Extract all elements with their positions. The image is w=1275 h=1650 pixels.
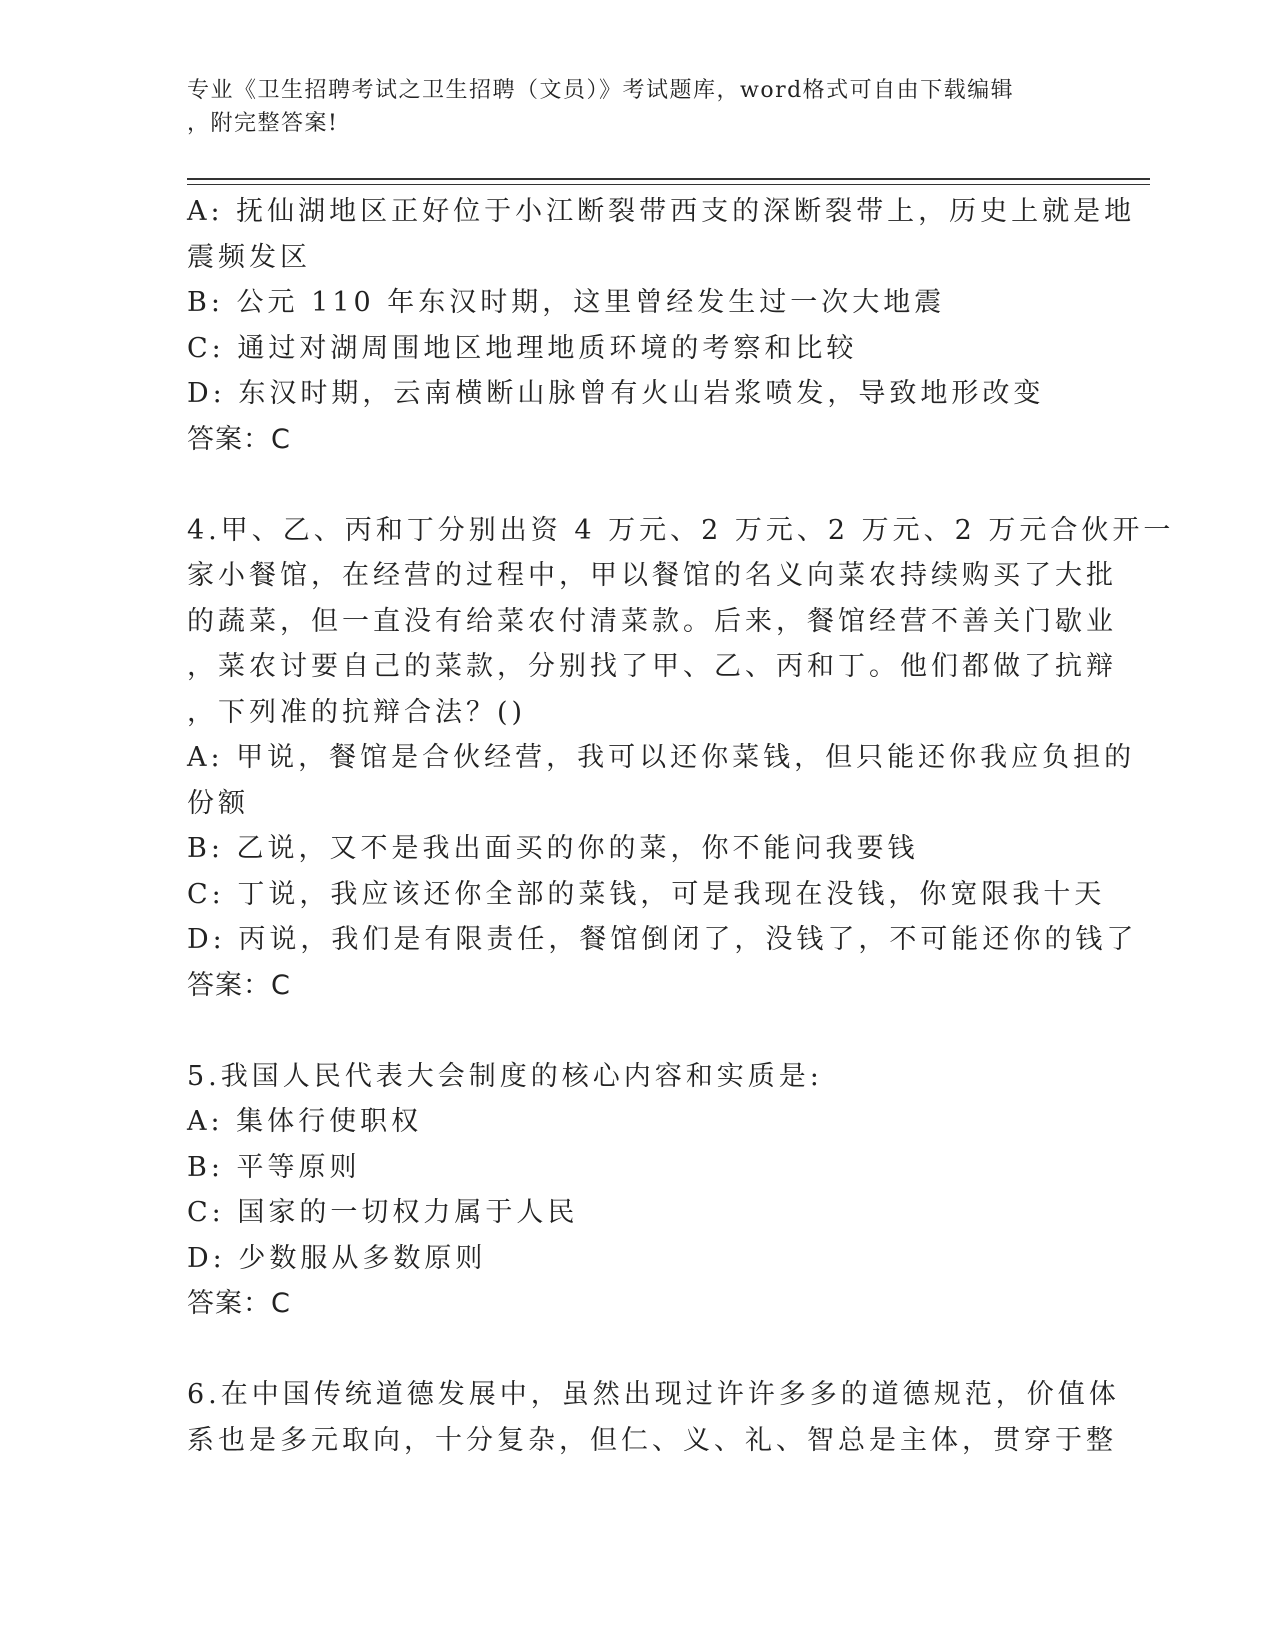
question-stem: ，下列准的抗辩合法？() [187,696,527,728]
option-b: B: 平等原则 [187,1151,361,1183]
question-4 [187,508,1175,1009]
option-b: B: 乙说，又不是我出面买的你的菜，你不能问我要钱 [187,833,919,864]
answer: 答案：C [187,423,291,455]
option-a-continued: 震频发区 [187,241,311,273]
question-stem: 5.我国人民代表大会制度的核心内容和实质是: [187,1060,823,1092]
document-header [187,74,1067,140]
header-divider-thick [187,178,1150,180]
question-stem: ，菜农讨要自己的菜款，分别找了甲、乙、丙和丁。他们都做了抗辩 [187,651,1117,682]
option-c: C: 通过对湖周围地区地理地质环境的考察和比较 [187,332,858,364]
question-stem: 6.在中国传统道德发展中，虽然出现过许许多多的道德规范，价值体 [187,1379,1120,1410]
question-stem: 系也是多元取向，十分复杂，但仁、义、礼、智总是主体，贯穿于整 [187,1424,1117,1456]
question-5 [187,1054,1067,1327]
option-d: D: 少数服从多数原则 [187,1242,487,1274]
spacer [187,462,1067,508]
question-body [187,189,1175,1463]
option-a-continued: 份额 [187,787,249,819]
question-stem: 4.甲、乙、丙和丁分别出资 4 万元、2 万元、2 万元、2 万元合伙开一 [187,514,1175,546]
option-a: A: 甲说，餐馆是合伙经营，我可以还你菜钱，但只能还你我应负担的 [187,742,1136,773]
option-c: C: 国家的一切权力属于人民 [187,1197,579,1228]
option-a: A: 集体行使职权 [187,1106,423,1137]
question-3-options [187,189,1136,462]
question-6 [187,1372,1120,1463]
option-d: D: 东汉时期，云南横断山脉曾有火山岩浆喷发，导致地形改变 [187,378,1045,409]
spacer [187,1327,1067,1373]
answer: 答案：C [187,1288,291,1319]
question-stem: 的蔬菜，但一直没有给菜农付清菜款。后来，餐馆经营不善关门歇业 [187,605,1117,637]
header-line-2: ，附完整答案! [187,111,339,136]
spacer [187,1008,1067,1054]
option-c: C: 丁说，我应该还你全部的菜钱，可是我现在没钱，你宽限我十天 [187,878,1106,910]
answer: 答案：C [187,969,291,1001]
option-d: D: 丙说，我们是有限责任，餐馆倒闭了，没钱了，不可能还你的钱了 [187,924,1138,955]
question-stem: 家小餐馆，在经营的过程中，甲以餐馆的名义向菜农持续购买了大批 [187,560,1117,591]
option-b: B: 公元 110 年东汉时期，这里曾经发生过一次大地震 [187,287,946,318]
option-a: A: 抚仙湖地区正好位于小江断裂带西支的深断裂带上，历史上就是地 [187,196,1136,227]
header-divider-thin [187,184,1150,185]
header-line-1: 专业《卫生招聘考试之卫生招聘（文员）》考试题库，word格式可自由下载编辑 [187,78,1015,103]
